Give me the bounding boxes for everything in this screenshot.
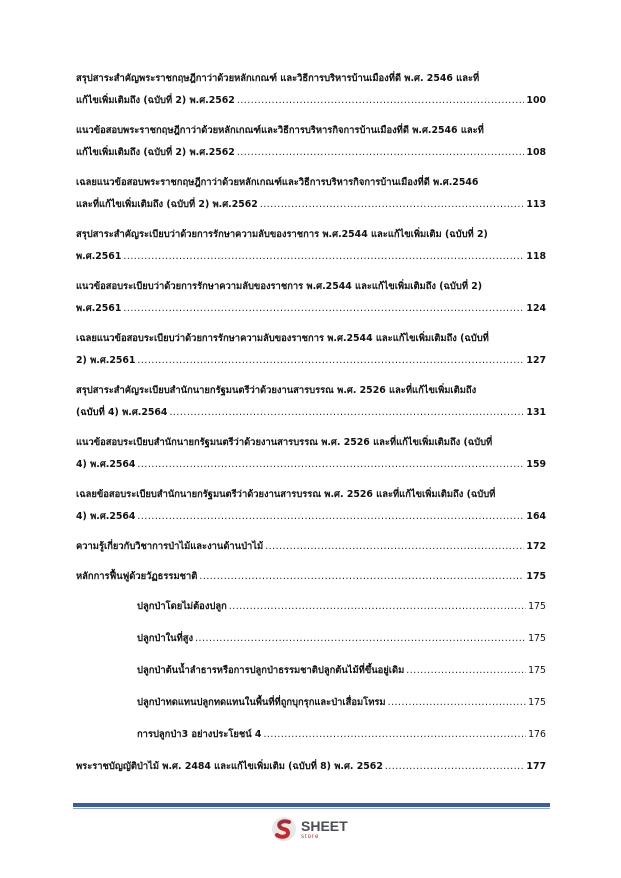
page-number: 118 xyxy=(526,251,546,262)
toc-entry-text: และที่แก้ไขเพิ่มเติมถึง (ฉบับที่ 2) พ.ศ.2562 xyxy=(76,199,258,210)
toc-entry-0[interactable] xyxy=(76,68,546,112)
toc-sub-entry-0[interactable] xyxy=(137,596,546,618)
leader-dots xyxy=(229,596,526,618)
leader-dots xyxy=(199,566,524,588)
page-number: 124 xyxy=(526,303,546,314)
toc-entry-text: สรุปสาระสำคัญพระราชกฤษฎีกาว่าด้วยหลักเกณฑ์ และวิธีการบริหารบ้านเมืองที่ดี พ.ศ. 2546 และที่ xyxy=(76,73,480,84)
toc-entry-text: หลักการฟื้นฟูด้วยวัฏธรรมชาติ xyxy=(76,571,198,582)
page-number: 113 xyxy=(526,199,546,210)
leader-dots xyxy=(169,402,524,424)
toc-sub-entry-1[interactable] xyxy=(137,628,546,650)
leader-dots xyxy=(237,90,525,112)
sheet-store-logo-icon xyxy=(271,816,297,842)
toc-entry-text: สรุปสาระสำคัญระเบียบสำนักนายกรัฐมนตรีว่าด้วยงานสารบรรณ พ.ศ. 2526 และที่แก้ไขเพิ่มเติมถึง xyxy=(76,385,477,396)
leader-dots xyxy=(137,506,524,528)
toc-entry-text: 4) พ.ศ.2564 xyxy=(76,459,136,470)
toc-entry-restoration[interactable] xyxy=(76,566,546,588)
toc-subsection xyxy=(76,596,546,746)
toc-sub-entry-4[interactable] xyxy=(137,724,546,746)
toc-entry-text: แนวข้อสอบพระราชกฤษฎีกาว่าด้วยหลักเกณฑ์และวิธีการบริหารกิจการบ้านเมืองที่ดี พ.ศ.2546 และที่ xyxy=(76,125,484,136)
page-number: 131 xyxy=(526,407,546,418)
leader-dots xyxy=(123,246,524,268)
page-number: 172 xyxy=(526,541,546,552)
toc-entry-text: แก้ไขเพิ่มเติมถึง (ฉบับที่ 2) พ.ศ.2562 xyxy=(76,147,235,158)
page-number: 175 xyxy=(528,697,546,708)
page-number: 175 xyxy=(528,665,546,676)
page-number: 159 xyxy=(526,459,546,470)
page-number: 108 xyxy=(526,147,546,158)
page-number: 175 xyxy=(528,601,546,612)
logo-title: SHEET xyxy=(301,817,348,834)
leader-dots xyxy=(195,628,526,650)
table-of-contents xyxy=(76,68,546,786)
toc-entry-text: ปลูกป่าโดยไม่ต้องปลูก xyxy=(137,601,227,612)
page-number: 177 xyxy=(526,761,546,772)
page-number: 127 xyxy=(526,355,546,366)
toc-entry-3[interactable] xyxy=(76,224,546,268)
toc-entry-forest-act[interactable] xyxy=(76,756,546,778)
footer-rule xyxy=(73,803,550,807)
leader-dots xyxy=(260,194,525,216)
toc-entry-8[interactable] xyxy=(76,484,546,528)
toc-entry-text: ปลูกป่าในที่สูง xyxy=(137,633,194,644)
logo-subtitle: store xyxy=(301,833,320,840)
toc-entry-5[interactable] xyxy=(76,328,546,372)
toc-entry-1[interactable] xyxy=(76,120,546,164)
toc-entry-forestry[interactable] xyxy=(76,536,546,558)
leader-dots xyxy=(406,660,526,682)
toc-entry-text: การปลูกป่า3 อย่างประโยชน์ 4 xyxy=(137,729,262,740)
leader-dots xyxy=(263,724,526,746)
page-number: 164 xyxy=(526,511,546,522)
toc-entry-text: พ.ศ.2561 xyxy=(76,303,122,314)
toc-entry-7[interactable] xyxy=(76,432,546,476)
leader-dots xyxy=(385,756,525,778)
toc-entry-text: แก้ไขเพิ่มเติมถึง (ฉบับที่ 2) พ.ศ.2562 xyxy=(76,95,235,106)
toc-entry-text: 4) พ.ศ.2564 xyxy=(76,511,136,522)
toc-entry-text: สรุปสาระสำคัญระเบียบว่าด้วยการรักษาความลับของราชการ พ.ศ.2544 และแก้ไขเพิ่มเติม (ฉบับที่ 2) xyxy=(76,229,488,240)
page-number: 175 xyxy=(526,571,546,582)
page-number: 100 xyxy=(526,95,546,106)
toc-sub-entry-3[interactable] xyxy=(137,692,546,714)
toc-entry-text: เฉลยข้อสอบระเบียบสำนักนายกรัฐมนตรีว่าด้วยงานสารบรรณ พ.ศ. 2526 และที่แก้ไขเพิ่มเติมถึง (ฉบับที่ xyxy=(76,489,496,500)
toc-entry-text: พระราชบัญญัติป่าไม้ พ.ศ. 2484 และแก้ไขเพิ่มเติม (ฉบับที่ 8) พ.ศ. 2562 xyxy=(76,761,383,772)
leader-dots xyxy=(137,350,524,372)
page-number: 175 xyxy=(528,633,546,644)
sheet-store-logo xyxy=(271,816,348,842)
toc-entry-6[interactable] xyxy=(76,380,546,424)
leader-dots xyxy=(265,536,524,558)
toc-entry-text: ปลูกป่าทดแทนปลูกทดแทนในพื้นที่ที่ถูกบุกรุกและป่าเสื่อมโทรม xyxy=(137,697,386,708)
toc-sub-entry-2[interactable] xyxy=(137,660,546,682)
leader-dots xyxy=(123,298,524,320)
toc-entry-text: ปลูกป่าต้นน้ำลำธารหรือการปลูกป่าธรรมชาติปลูกต้นไม้ที่ขึ้นอยู่เดิม xyxy=(137,665,405,676)
toc-entry-text: ความรู้เกี่ยวกับวิชาการป่าไม้และงานด้านป่าไม้ xyxy=(76,541,264,552)
toc-entry-text: เฉลยแนวข้อสอบพระราชกฤษฎีกาว่าด้วยหลักเกณฑ์และวิธีการบริหารกิจการบ้านเมืองที่ดี พ.ศ.2546 xyxy=(76,177,479,188)
leader-dots xyxy=(388,692,527,714)
page-number: 176 xyxy=(528,729,546,740)
toc-entry-text: 2) พ.ศ.2561 xyxy=(76,355,136,366)
footer-rule-thin xyxy=(73,808,550,809)
leader-dots xyxy=(237,142,525,164)
toc-entry-text: แนวข้อสอบระเบียบสำนักนายกรัฐมนตรีว่าด้วยงานสารบรรณ พ.ศ. 2526 และที่แก้ไขเพิ่มเติมถึง (ฉบับที่ xyxy=(76,437,493,448)
toc-entry-text: (ฉบับที่ 4) พ.ศ.2564 xyxy=(76,407,168,418)
toc-entry-4[interactable] xyxy=(76,276,546,320)
toc-entry-2[interactable] xyxy=(76,172,546,216)
leader-dots xyxy=(137,454,524,476)
toc-entry-text: แนวข้อสอบระเบียบว่าด้วยการรักษาความลับของราชการ พ.ศ.2544 และแก้ไขเพิ่มเติมถึง (ฉบับที่ 2) xyxy=(76,281,483,292)
toc-entry-text: พ.ศ.2561 xyxy=(76,251,122,262)
toc-entry-text: เฉลยแนวข้อสอบระเบียบว่าด้วยการรักษาความลับของราชการ พ.ศ.2544 และแก้ไขเพิ่มเติมถึง (ฉบับที่ xyxy=(76,333,489,344)
